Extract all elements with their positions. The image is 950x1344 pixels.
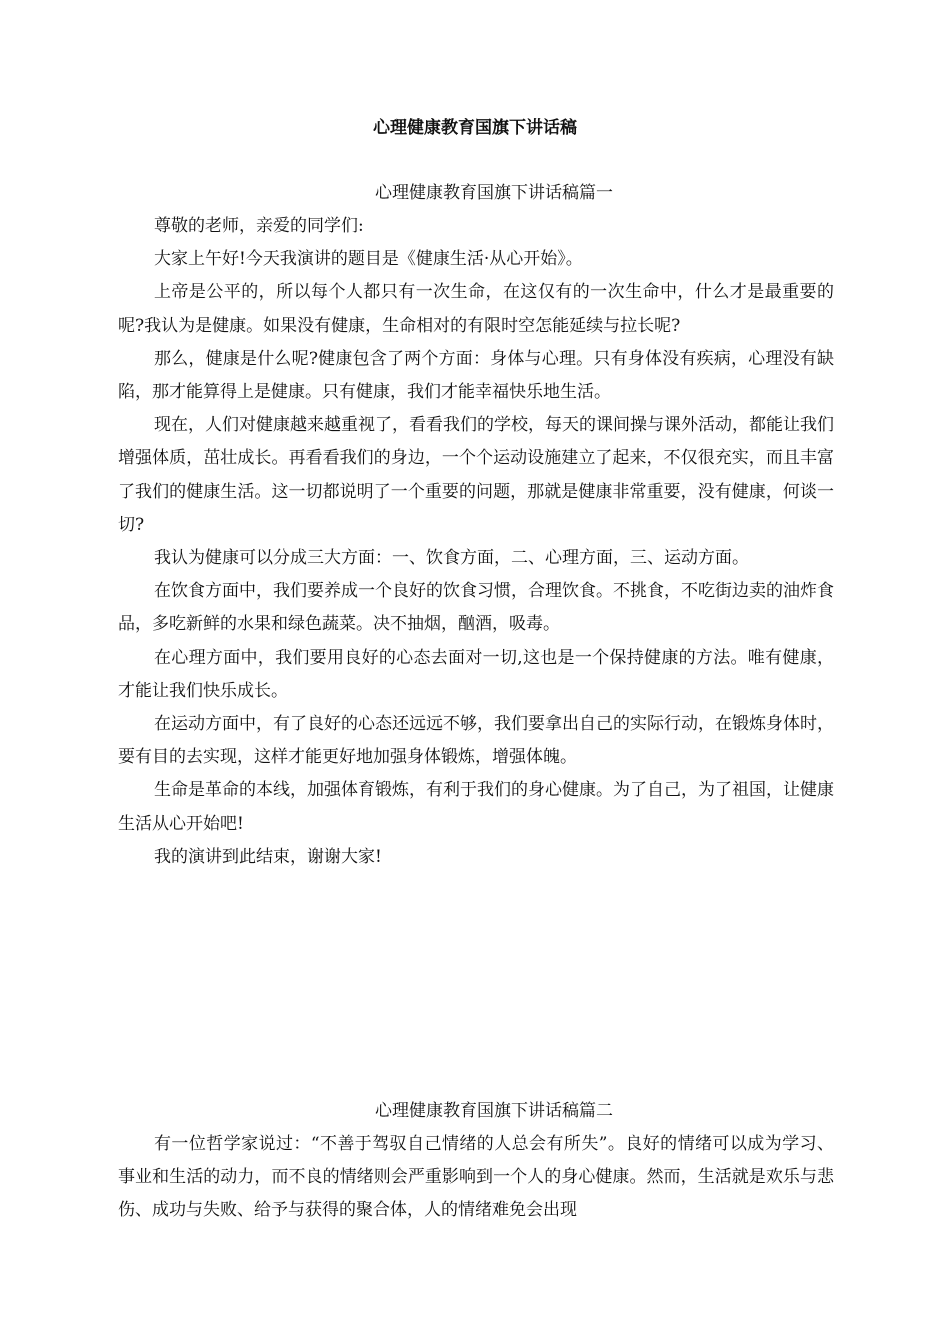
paragraph: 我的演讲到此结束，谢谢大家! [154, 846, 382, 867]
paragraph: 尊敬的老师，亲爱的同学们: [154, 216, 364, 236]
section-2 [118, 1094, 834, 1228]
paragraph: 在运动方面中，有了良好的心态还远远不够，我们要拿出自己的实际行动，在锻炼身体时，要有目的去实现，这样才能更好地加强身体锻炼，增强体魄。 [118, 714, 834, 768]
paragraph: 在饮食方面中，我们要养成一个良好的饮食习惯，合理饮食。不挑食，不吃街边卖的油炸食品，多吃新鲜的水果和绿色蔬菜。决不抽烟，酗酒，吸毒。 [118, 581, 834, 635]
paragraph: 那么，健康是什么呢?健康包含了两个方面：身体与心理。只有身体没有疾病，心理没有缺陷，那才能算得上是健康。只有健康，我们才能幸福快乐地生活。 [118, 348, 834, 403]
section-1 [118, 176, 834, 874]
section-heading: 心理健康教育国旗下讲话稿篇二 [375, 1101, 613, 1121]
paragraph: 上帝是公平的，所以每个人都只有一次生命，在这仅有的一次生命中，什么才是最重要的呢?我认为是健康。如果没有健康，生命相对的有限时空怎能延续与拉长呢? [118, 282, 834, 336]
paragraph: 有一位哲学家说过：“不善于驾驭自己情绪的人总会有所失”。良好的情绪可以成为学习、事业和生活的动力，而不良的情绪则会严重影响到一个人的身心健康。然而，生活就是欢乐与悲伤、成功与失败、给予与获得的聚合体，人的情绪难免会出现 [118, 1134, 834, 1221]
paragraph: 生命是革命的本线，加强体育锻炼，有利于我们的身心健康。为了自己，为了祖国，让健康生活从心开始吧! [118, 780, 834, 834]
paragraph: 大家上午好!今天我演讲的题目是《健康生活·从心开始》。 [154, 249, 583, 270]
paragraph: 我认为健康可以分成三大方面：一、饮食方面，二、心理方面，三、运动方面。 [154, 548, 749, 569]
section-heading: 心理健康教育国旗下讲话稿篇一 [375, 183, 613, 203]
document-title: 心理健康教育国旗下讲话稿 [373, 118, 577, 138]
paragraph: 在心理方面中，我们要用良好的心态去面对一切,这也是一个保持健康的方法。唯有健康，才能让我们快乐成长。 [118, 647, 834, 701]
paragraph: 现在，人们对健康越来越重视了，看看我们的学校，每天的课间操与课外活动，都能让我们增强体质，茁壮成长。再看看我们的身边，一个个运动设施建立了起来，不仅很充实，而且丰富了我们的健康生活。这一切都说明了一个重要的问题，那就是健康非常重要，没有健康，何谈一切? [118, 415, 834, 535]
